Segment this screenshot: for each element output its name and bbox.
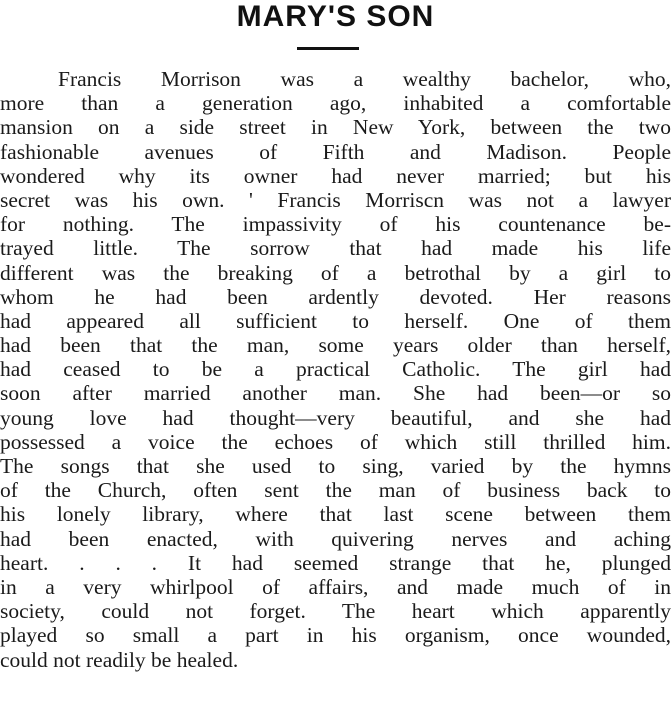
title-divider [297,47,359,50]
text-line: wondered why its owner had never married; but his [0,163,671,188]
text-line: his lonely library, where that last scene between them [0,502,671,527]
article-title: MARY'S SON [236,0,435,33]
text-line: heart. . . . It had seemed strange that he, plunged [0,550,671,575]
text-line: for nothing. The impassivity of his countenance be- [0,212,671,237]
text-line: mansion on a side street in New York, between the two [0,115,671,140]
text-line: had been that the man, some years older than herself, [0,333,671,358]
text-line: secret was his own. ' Francis Morriscn was not a lawyer [0,187,671,212]
text-line: played so small a part in his organism, once wounded, [0,623,671,648]
text-line: trayed little. The sorrow that had made his life [0,236,671,261]
text-line: had been enacted, with quivering nerves and aching [0,526,671,551]
text-line: in a very whirlpool of affairs, and made much of in [0,574,671,599]
text-line: more than a generation ago, inhabited a comfortable [0,91,671,116]
text-line: had ceased to be a practical Catholic. The girl had [0,357,671,382]
text-line: could not readily be healed. [0,647,239,672]
text-line: young love had thought—very beautiful, and she had [0,405,671,430]
text-line: fashionable avenues of Fifth and Madison. People [0,139,671,164]
text-line: The songs that she used to sing, varied by the hymns [0,454,671,478]
text-line: different was the breaking of a betrothal by a girl to [0,260,671,285]
text-line: whom he had been ardently devoted. Her reasons [0,284,671,309]
text-line: soon after married another man. She had been—or so [0,381,671,406]
text-line: Francis Morrison was a wealthy bachelor, who, [58,67,671,91]
text-line: possessed a voice the echoes of which still thrilled him. [0,429,671,454]
article-body [0,67,671,672]
text-line: had appeared all sufficient to herself. One of them [0,308,671,333]
text-line: of the Church, often sent the man of business back to [0,478,671,503]
text-line: society, could not forget. The heart which apparently [0,599,671,624]
